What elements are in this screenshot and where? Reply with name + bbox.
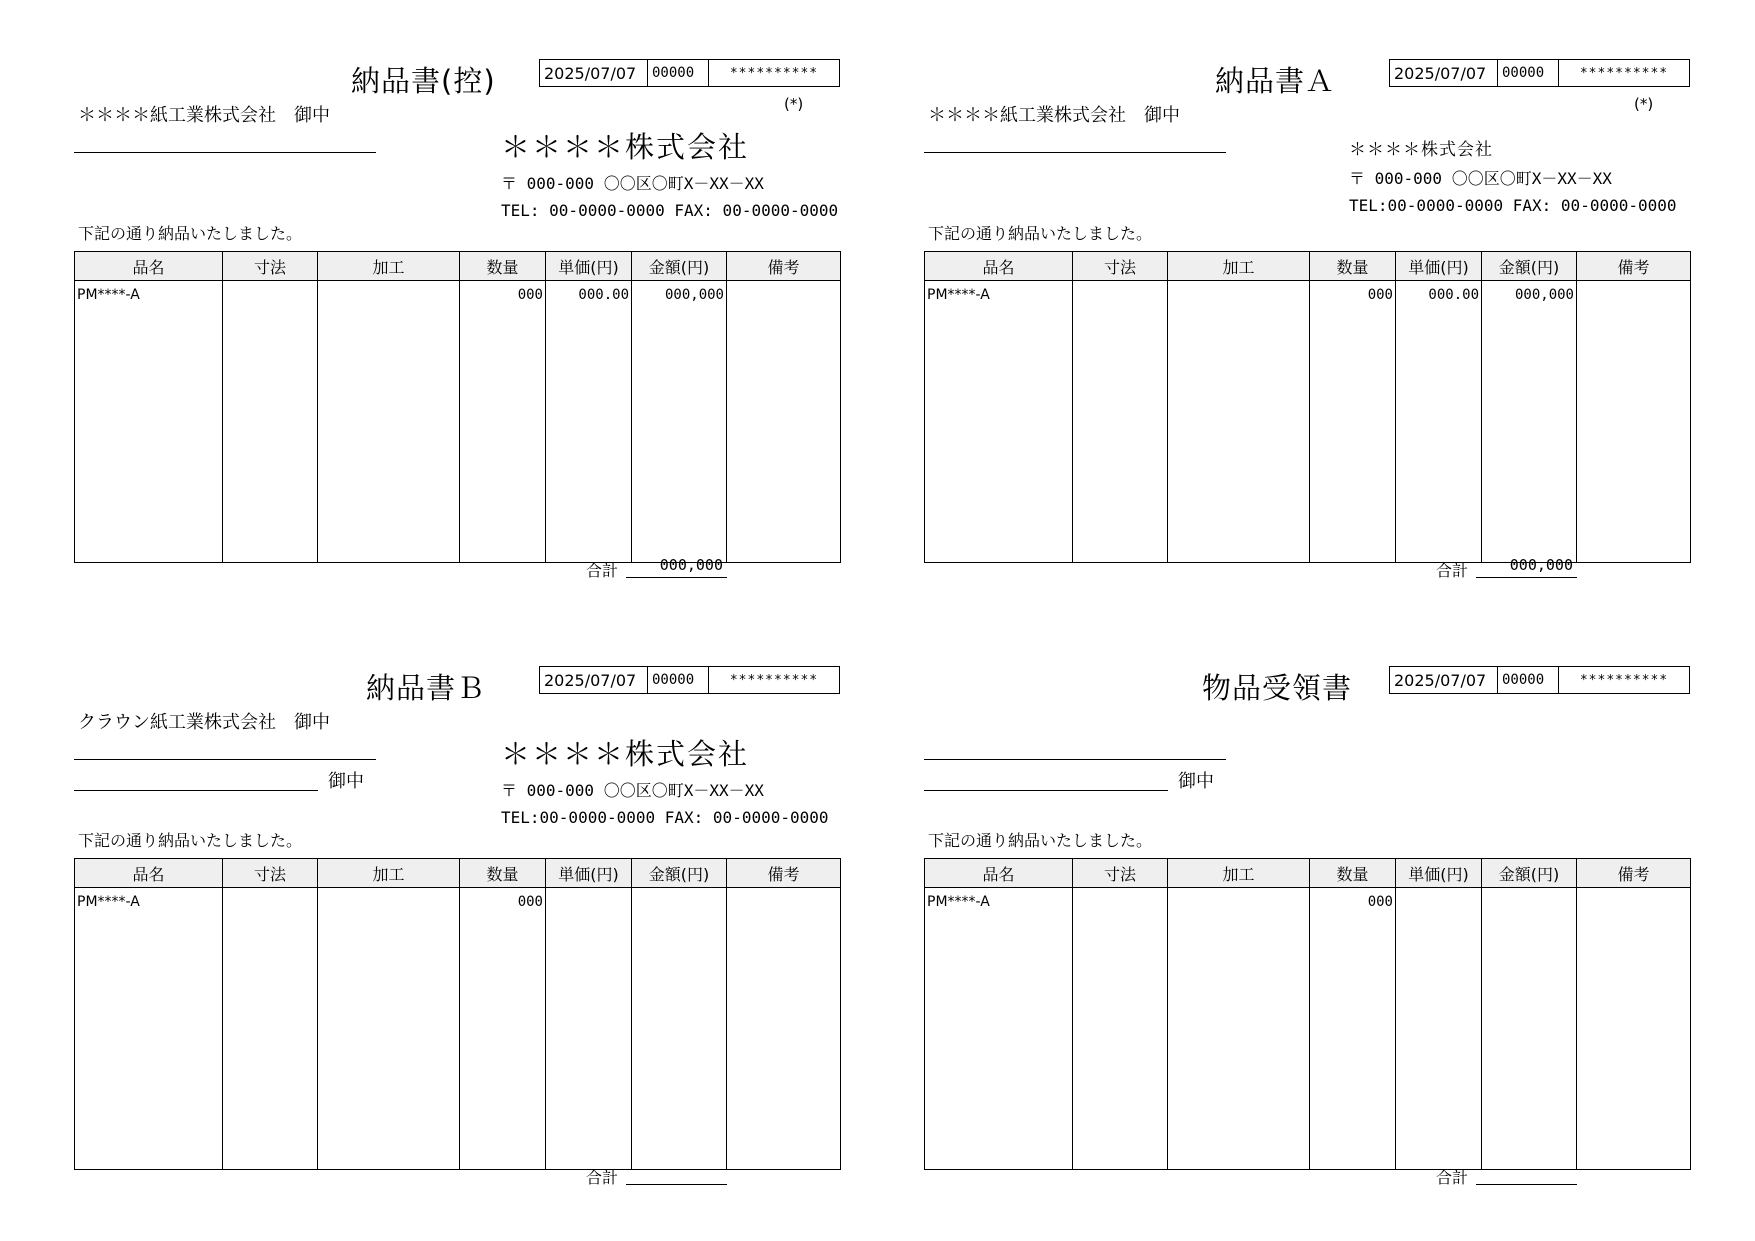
total-label: 合計 (586, 561, 619, 580)
company-address: 〒 000-000 〇〇区〇町X－XX－XX (1349, 169, 1612, 188)
col-header: 寸法 (223, 859, 318, 888)
company-name: ＊＊＊＊株式会社 (1349, 140, 1493, 160)
total-value: 000,000 (626, 556, 727, 578)
items-table (74, 251, 841, 563)
slip-b (74, 666, 844, 1226)
col-header: 金額(円) (632, 859, 727, 888)
recipient: クラウン紙工業株式会社 御中 (78, 712, 330, 733)
item-qty: 000 (460, 888, 546, 917)
recipient-underline (924, 759, 1226, 760)
col-header: 加工 (1168, 252, 1310, 281)
recipient2-underline (74, 790, 318, 791)
col-header: 品名 (925, 859, 1073, 888)
mark: (*) (1634, 95, 1654, 113)
slip-number: 00000 (1498, 667, 1559, 693)
slip-date: 2025/07/07 (1390, 667, 1498, 693)
slip-a (924, 59, 1694, 619)
item-process (318, 281, 460, 310)
item-remarks (727, 281, 841, 310)
item-unit-price: 000.00 (1396, 281, 1482, 310)
delivery-note: 下記の通り納品いたしました。 (78, 224, 303, 243)
slip-date: 2025/07/07 (540, 60, 648, 86)
item-name: PM****-A (925, 281, 1073, 310)
company-name: ＊＊＊＊株式会社 (501, 130, 750, 164)
total-value (626, 1163, 727, 1185)
col-header: 金額(円) (1482, 252, 1577, 281)
col-header: 数量 (460, 252, 546, 281)
recipient-underline (74, 759, 376, 760)
slip-receipt (924, 666, 1694, 1226)
recipient-underline (924, 152, 1226, 153)
slip-code: ********** (1579, 65, 1669, 81)
col-header: 数量 (1310, 859, 1396, 888)
item-name: PM****-A (925, 888, 1073, 917)
col-header: 品名 (75, 859, 223, 888)
item-size (1073, 888, 1168, 917)
item-qty: 000 (460, 281, 546, 310)
item-amount (1482, 888, 1577, 917)
item-unit-price (1396, 888, 1482, 917)
company-telfax: TEL:00-0000-0000 FAX: 00-0000-0000 (501, 808, 829, 827)
recipient: ＊＊＊＊紙工業株式会社 御中 (928, 105, 1180, 126)
slip-meta (1389, 666, 1690, 694)
delivery-note: 下記の通り納品いたしました。 (78, 831, 303, 850)
recipient-underline (74, 152, 376, 153)
slip-meta (539, 59, 840, 87)
col-header: 寸法 (223, 252, 318, 281)
mark: (*) (784, 95, 804, 113)
slip-meta (539, 666, 840, 694)
slip-date: 2025/07/07 (540, 667, 648, 693)
slip-code: ********** (729, 672, 819, 688)
company-address: 〒 000-000 〇〇区〇町X－XX－XX (501, 781, 764, 800)
total-label: 合計 (1436, 1168, 1469, 1187)
table-row (925, 888, 1691, 917)
item-amount (632, 888, 727, 917)
table-row (75, 281, 841, 310)
company-telfax: TEL:00-0000-0000 FAX: 00-0000-0000 (1349, 196, 1677, 215)
slip-meta (1389, 59, 1690, 87)
item-size (223, 281, 318, 310)
total-value (1476, 1163, 1577, 1185)
item-unit-price: 000.00 (546, 281, 632, 310)
table-row (75, 888, 841, 917)
col-header: 単価(円) (1396, 859, 1482, 888)
col-header: 品名 (925, 252, 1073, 281)
col-header: 備考 (1577, 252, 1691, 281)
item-process (1168, 281, 1310, 310)
col-header: 備考 (727, 859, 841, 888)
col-header: 加工 (318, 859, 460, 888)
items-table (924, 251, 1691, 563)
recipient2-suffix: 御中 (328, 771, 364, 792)
slip-code: ********** (729, 65, 819, 81)
company-telfax: TEL: 00-0000-0000 FAX: 00-0000-0000 (501, 201, 839, 220)
recipient2-underline (924, 790, 1168, 791)
slip-number: 00000 (648, 60, 709, 86)
item-remarks (1577, 281, 1691, 310)
col-header: 金額(円) (1482, 859, 1577, 888)
item-qty: 000 (1310, 281, 1396, 310)
col-header: 単価(円) (1396, 252, 1482, 281)
item-process (1168, 888, 1310, 917)
col-header: 金額(円) (632, 252, 727, 281)
col-header: 寸法 (1073, 252, 1168, 281)
slip-copy (74, 59, 844, 619)
col-header: 備考 (727, 252, 841, 281)
col-header: 単価(円) (546, 859, 632, 888)
item-amount: 000,000 (632, 281, 727, 310)
delivery-note: 下記の通り納品いたしました。 (928, 224, 1153, 243)
company-name: ＊＊＊＊株式会社 (501, 737, 750, 771)
item-process (318, 888, 460, 917)
slip-code: ********** (1579, 672, 1669, 688)
col-header: 単価(円) (546, 252, 632, 281)
slip-title: 物品受領書 (1202, 671, 1353, 705)
col-header: 加工 (318, 252, 460, 281)
slip-title: 納品書Ａ (1215, 64, 1336, 98)
items-table (924, 858, 1691, 1170)
slip-number: 00000 (648, 667, 709, 693)
col-header: 数量 (1310, 252, 1396, 281)
slip-title: 納品書Ｂ (366, 671, 487, 705)
col-header: 加工 (1168, 859, 1310, 888)
item-size (223, 888, 318, 917)
item-unit-price (546, 888, 632, 917)
item-remarks (727, 888, 841, 917)
table-row (925, 281, 1691, 310)
item-amount: 000,000 (1482, 281, 1577, 310)
recipient: ＊＊＊＊紙工業株式会社 御中 (78, 105, 330, 126)
col-header: 寸法 (1073, 859, 1168, 888)
items-table (74, 858, 841, 1170)
col-header: 備考 (1577, 859, 1691, 888)
slip-date: 2025/07/07 (1390, 60, 1498, 86)
company-address: 〒 000-000 〇〇区〇町X－XX－XX (501, 174, 764, 193)
slip-title: 納品書(控) (351, 64, 496, 98)
item-name: PM****-A (75, 281, 223, 310)
total-label: 合計 (586, 1168, 619, 1187)
delivery-note: 下記の通り納品いたしました。 (928, 831, 1153, 850)
item-qty: 000 (1310, 888, 1396, 917)
item-size (1073, 281, 1168, 310)
col-header: 数量 (460, 859, 546, 888)
item-remarks (1577, 888, 1691, 917)
total-value: 000,000 (1476, 556, 1577, 578)
total-label: 合計 (1436, 561, 1469, 580)
recipient2-suffix: 御中 (1178, 771, 1214, 792)
item-name: PM****-A (75, 888, 223, 917)
col-header: 品名 (75, 252, 223, 281)
slip-number: 00000 (1498, 60, 1559, 86)
